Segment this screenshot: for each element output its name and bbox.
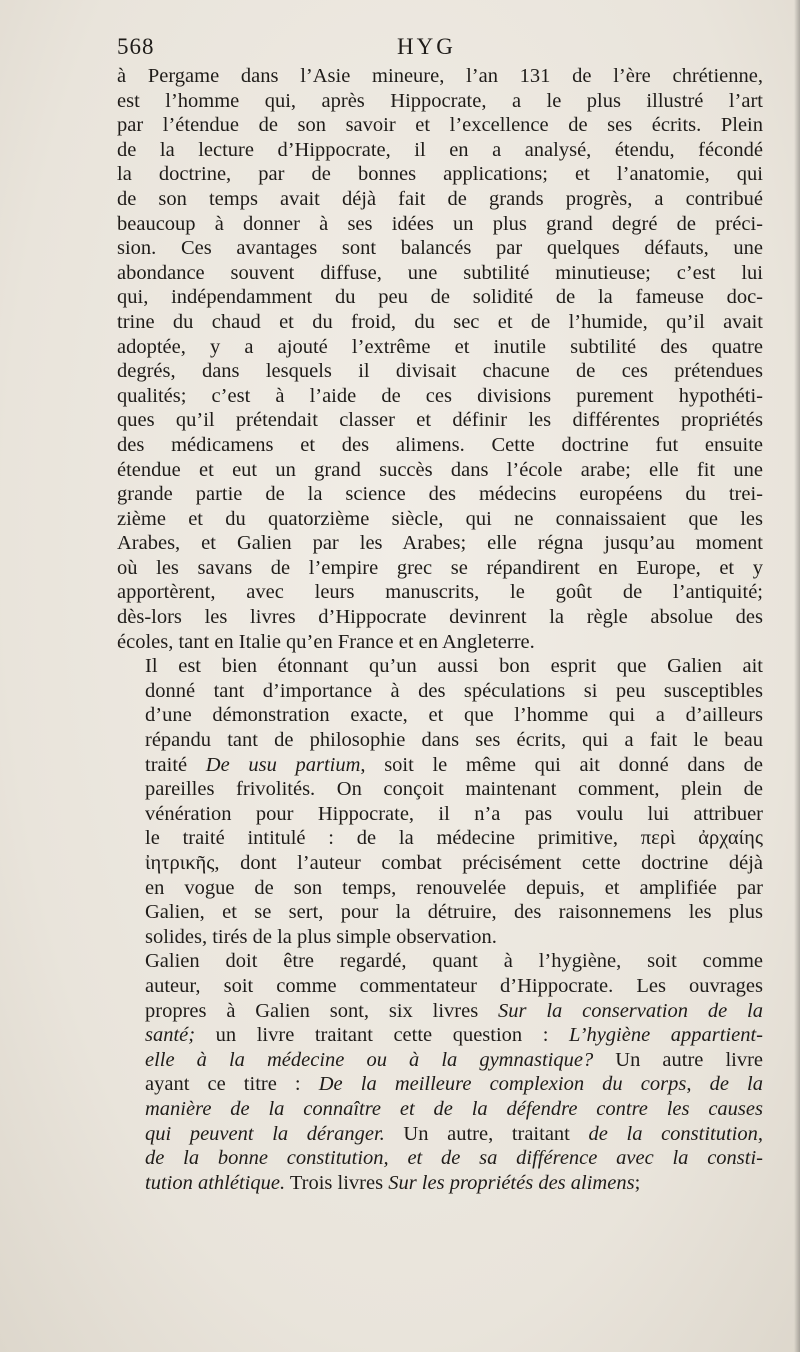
text-line: où les savans de l’empire grec se répandirent en Europe, et y [117,556,763,579]
text-line: qualités; c’est à l’aide de ces divisions purement hypothéti- [117,384,763,407]
text-line: des médicamens et des alimens. Cette doctrine fut ensuite [117,433,763,456]
text-line: grande partie de la science des médecins européens du trei- [117,483,763,506]
text-line: propres à Galien sont, six livres Sur la conservation de la [145,999,763,1022]
page-number: 568 [117,34,155,59]
text-line: vénération pour Hippocrate, il n’a pas voulu lui attribuer [145,802,763,825]
text-line: à Pergame dans l’Asie mineure, l’an 131 de l’ère chrétienne, [117,65,763,87]
text-line: la doctrine, par de bonnes applications; et l’anatomie, qui [117,163,763,186]
text-line: degrés, dans lesquels il divisait chacune de ces prétendues [117,360,763,383]
page-edge-shadow [794,0,800,1352]
text-line: zième et du quatorzième siècle, qui ne connaissaient que les [117,507,763,530]
text-line: qui peuvent la déranger. Un autre, traitant de la constitution, [145,1122,763,1145]
paragraph-2 [117,654,763,949]
text-line: ἰητρικῆς, dont l’auteur combat précisément cette doctrine déjà [145,852,763,874]
text-line: Arabes, et Galien par les Arabes; elle régna jusqu’au moment [117,532,763,555]
text-line: donné tant d’importance à des spéculations si peu susceptibles [145,679,763,702]
text-line: ayant ce titre : De la meilleure complexion du corps, de la [145,1073,763,1096]
text-line: écoles, tant en Italie qu’en France et en Angleterre. [117,630,535,653]
text-line: de la bonne constitution, et de sa différence avec la consti- [145,1147,763,1170]
text-line: solides, tirés de la plus simple observation. [145,925,497,948]
paragraph-1 [117,64,763,654]
text-line: par l’étendue de son savoir et l’excellence de ses écrits. Plein [117,114,763,137]
running-head: HYG [397,34,456,59]
text-line: auteur, soit comme commentateur d’Hippocrate. Les ouvrages [145,974,763,997]
text-line: trine du chaud et du froid, du sec et de l’humide, qu’il avait [117,310,763,333]
text-line: étendue et eut un grand succès dans l’école arabe; elle fit une [117,458,763,481]
paragraph-3 [117,949,763,1195]
text-line: de la lecture d’Hippocrate, il en a analysé, étendu, fécondé [117,138,763,161]
text-line: Galien doit être regardé, quant à l’hygiène, soit comme [145,950,763,973]
text-line: d’une démonstration exacte, et que l’homme qui a d’ailleurs [145,704,763,727]
text-line: dès-lors les livres d’Hippocrate devinrent la règle absolue des [117,606,763,629]
text-line: apportèrent, avec leurs manuscrits, le goût de l’antiquité; [117,581,763,604]
text-line: manière de la connaître et de la défendre contre les causes [145,1097,763,1120]
text-line: est l’homme qui, après Hippocrate, a le plus illustré l’art [117,89,763,112]
text-line: répandu tant de philosophie dans ses écrits, qui a fait le beau [145,729,763,752]
text-line: traité De usu partium, soit le même qui ait donné dans de [145,753,763,776]
text-line: le traité intitulé : de la médecine primitive, περὶ ἀρχαίης [145,827,763,850]
body-text [117,64,763,1195]
text-line: pareilles frivolités. On conçoit maintenant comment, plein de [145,778,763,801]
text-line: santé; un livre traitant cette question : L’hygiène appartient- [145,1024,763,1047]
text-line: en vogue de son temps, renouvelée depuis, et amplifiée par [145,876,763,899]
text-line: sion. Ces avantages sont balancés par quelques défauts, une [117,237,763,260]
text-line: qui, indépendamment du peu de solidité de la fameuse doc- [117,286,763,309]
text-line: elle à la médecine ou à la gymnastique? Un autre livre [145,1048,764,1071]
text-line: de son temps avait déjà fait de grands progrès, a contribué [117,187,763,210]
text-line: beaucoup à donner à ses idées un plus grand degré de préci- [117,212,763,235]
text-line: tution athlétique. Trois livres Sur les propriétés des alimens; [145,1171,641,1194]
page-header [117,34,763,64]
text-line: Il est bien étonnant qu’un aussi bon esprit que Galien ait [145,655,763,678]
text-line: abondance souvent diffuse, une subtilité minutieuse; c’est lui [117,261,763,284]
text-line: ques qu’il prétendait classer et définir les différentes propriétés [117,409,763,432]
text-line: Galien, et se sert, pour la détruire, des raisonnemens les plus [145,901,763,924]
text-line: adoptée, y a ajouté l’extrême et inutile subtilité des quatre [117,335,763,358]
